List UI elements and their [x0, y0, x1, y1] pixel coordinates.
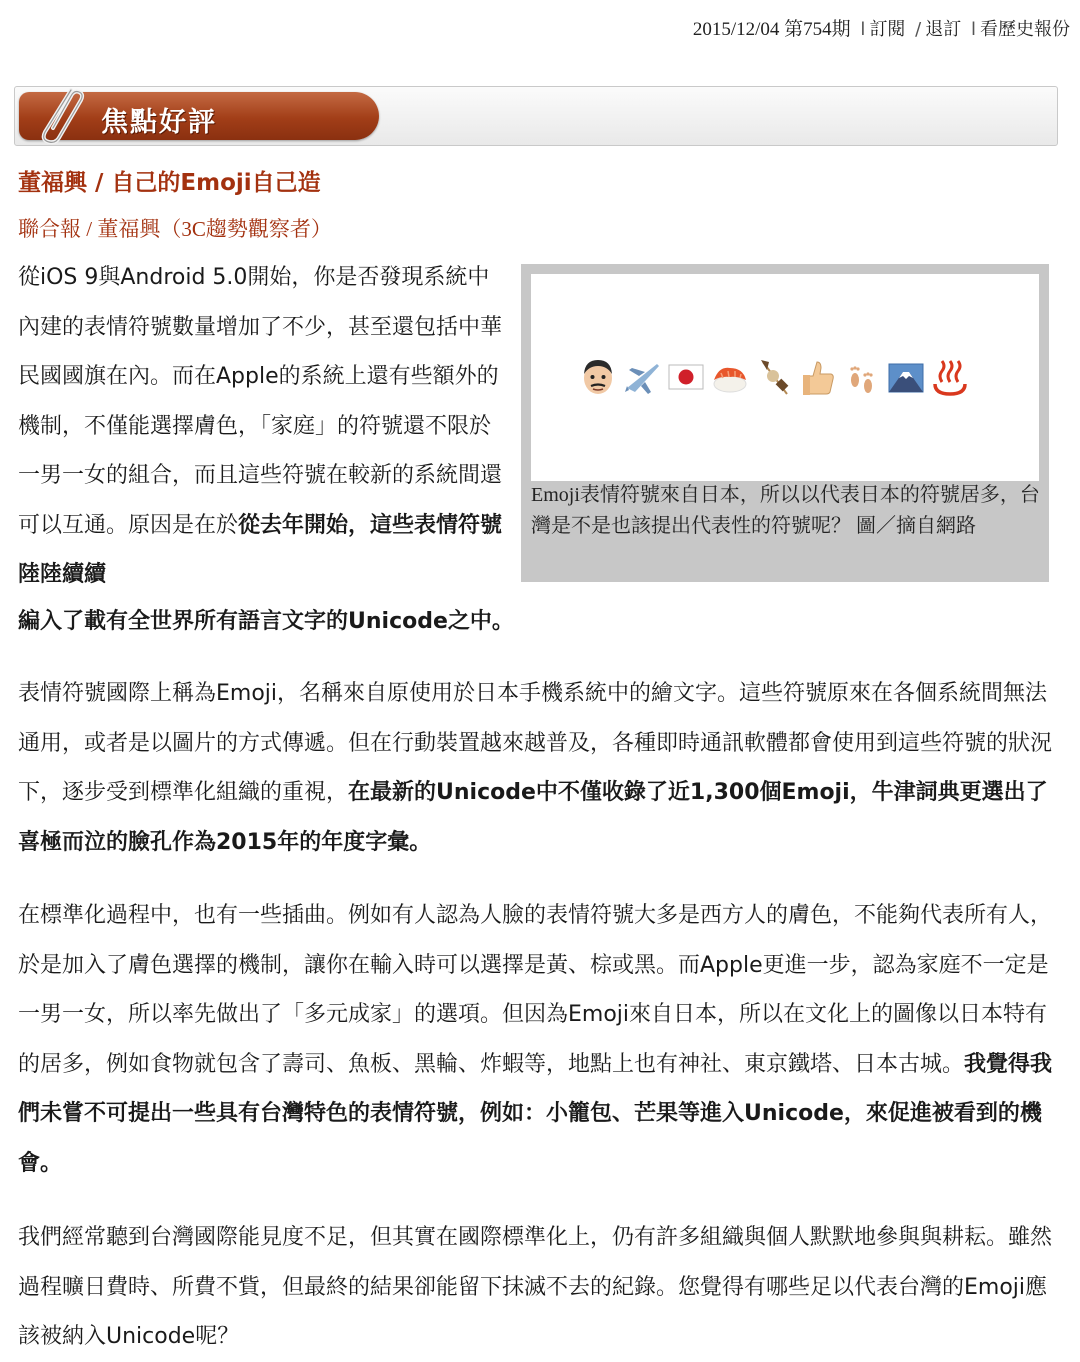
man-face-icon	[579, 356, 617, 398]
separator: l	[860, 19, 866, 40]
japan-flag-icon	[667, 356, 705, 398]
subscribe-link[interactable]: 訂閱	[869, 19, 906, 40]
separator: l	[970, 19, 976, 40]
oden-icon	[755, 356, 793, 398]
thumbs-up-icon	[799, 356, 837, 398]
sushi-icon	[711, 356, 749, 398]
mount-fuji-icon	[887, 356, 925, 398]
article-figure	[521, 264, 1049, 582]
header-nav	[693, 14, 1070, 41]
paragraph-bold-text: 我覺得我們未嘗不可提出一些具有台灣特色的表情符號，例如：小籠包、芒果等進入Unicode，來促進被看到的機會。	[18, 1051, 1053, 1176]
issue-date: 2015/12/04 第754期	[692, 19, 851, 40]
unsubscribe-link[interactable]: 退訂	[925, 19, 962, 40]
intro-text: 從iOS 9與Android 5.0開始，你是否發現系統中內建的表情符號數量增加了不少，甚至還包括中華民國國旗在內。而在Apple的系統上還有些額外的機制，不僅能選擇膚色，「家庭」的符號還不限於一男一女的組合，而且這些符號在較新的系統間還可以互通。原因是在於	[18, 265, 503, 538]
paragraph-text: 表情符號國際上稱為Emoji，名稱來自原使用於日本手機系統中的繪文字。這些符號原來在各個系統間無法通用，或者是以圖片的方式傳遞。但在行動裝置越來越普及，各種即時通訊軟體都會使用到這些符號的狀況下，逐步受到標準化組織的重視，	[18, 681, 1053, 805]
intro-bold-text: 從去年開始，這些表情符號陸陸續續	[18, 512, 503, 587]
section-tab	[19, 92, 379, 140]
intro-bold-continued: 編入了載有全世界所有語言文字的Unicode之中。	[18, 609, 514, 634]
paragraph-3	[18, 891, 1062, 1188]
emoji-image	[531, 274, 1039, 481]
paperclip-icon	[31, 84, 91, 146]
footprints-icon	[843, 356, 881, 398]
hot-springs-icon	[931, 356, 969, 398]
airplane-icon	[623, 356, 661, 398]
article-headline: 董福興 / 自己的Emoji自己造	[18, 170, 321, 196]
section-header-bar	[14, 86, 1058, 146]
section-title: 焦點好評	[101, 107, 217, 138]
figure-caption: Emoji表情符號來自日本，所以以代表日本的符號居多，台灣是不是也該提出代表性的符號呢？ 圖／摘自網路	[531, 484, 1040, 537]
intro-paragraph	[18, 253, 508, 600]
article-byline: 聯合報 / 董福興（3C趨勢觀察者）	[18, 217, 332, 241]
slash-separator: /	[915, 19, 922, 40]
paragraph-2	[18, 669, 1062, 867]
emoji-row	[579, 356, 969, 398]
paragraph-text: 在標準化過程中，也有一些插曲。例如有人認為人臉的表情符號大多是西方人的膚色，不能夠代表所有人，於是加入了膚色選擇的機制，讓你在輸入時可以選擇是黃、棕或黑。而Apple更進一步，認為家庭不一定是一男一女，所以率先做出了「多元成家」的選項。但因為Emoji來自日本，所以在文化上的圖像以日本特有的居多，例如食物就包含了壽司、魚板、黑輪、炸蝦等，地點上也有神社、東京鐵塔、日本古城。	[18, 903, 1053, 1077]
archive-link[interactable]: 看歷史報份	[980, 19, 1070, 40]
paragraph-4: 我們經常聽到台灣國際能見度不足，但其實在國際標準化上，仍有許多組織與個人默默地參與與耕耘。雖然過程曠日費時、所費不貲，但最終的結果卻能留下抹滅不去的紀錄。您覺得有哪些足以代表台灣的Emoji應該被納入Unicode呢？	[18, 1225, 1053, 1349]
paragraph-bold-text: 在最新的Unicode中不僅收錄了近1,300個Emoji，牛津詞典更選出了喜極而泣的臉孔作為2015年的年度字彙。	[18, 780, 1048, 855]
